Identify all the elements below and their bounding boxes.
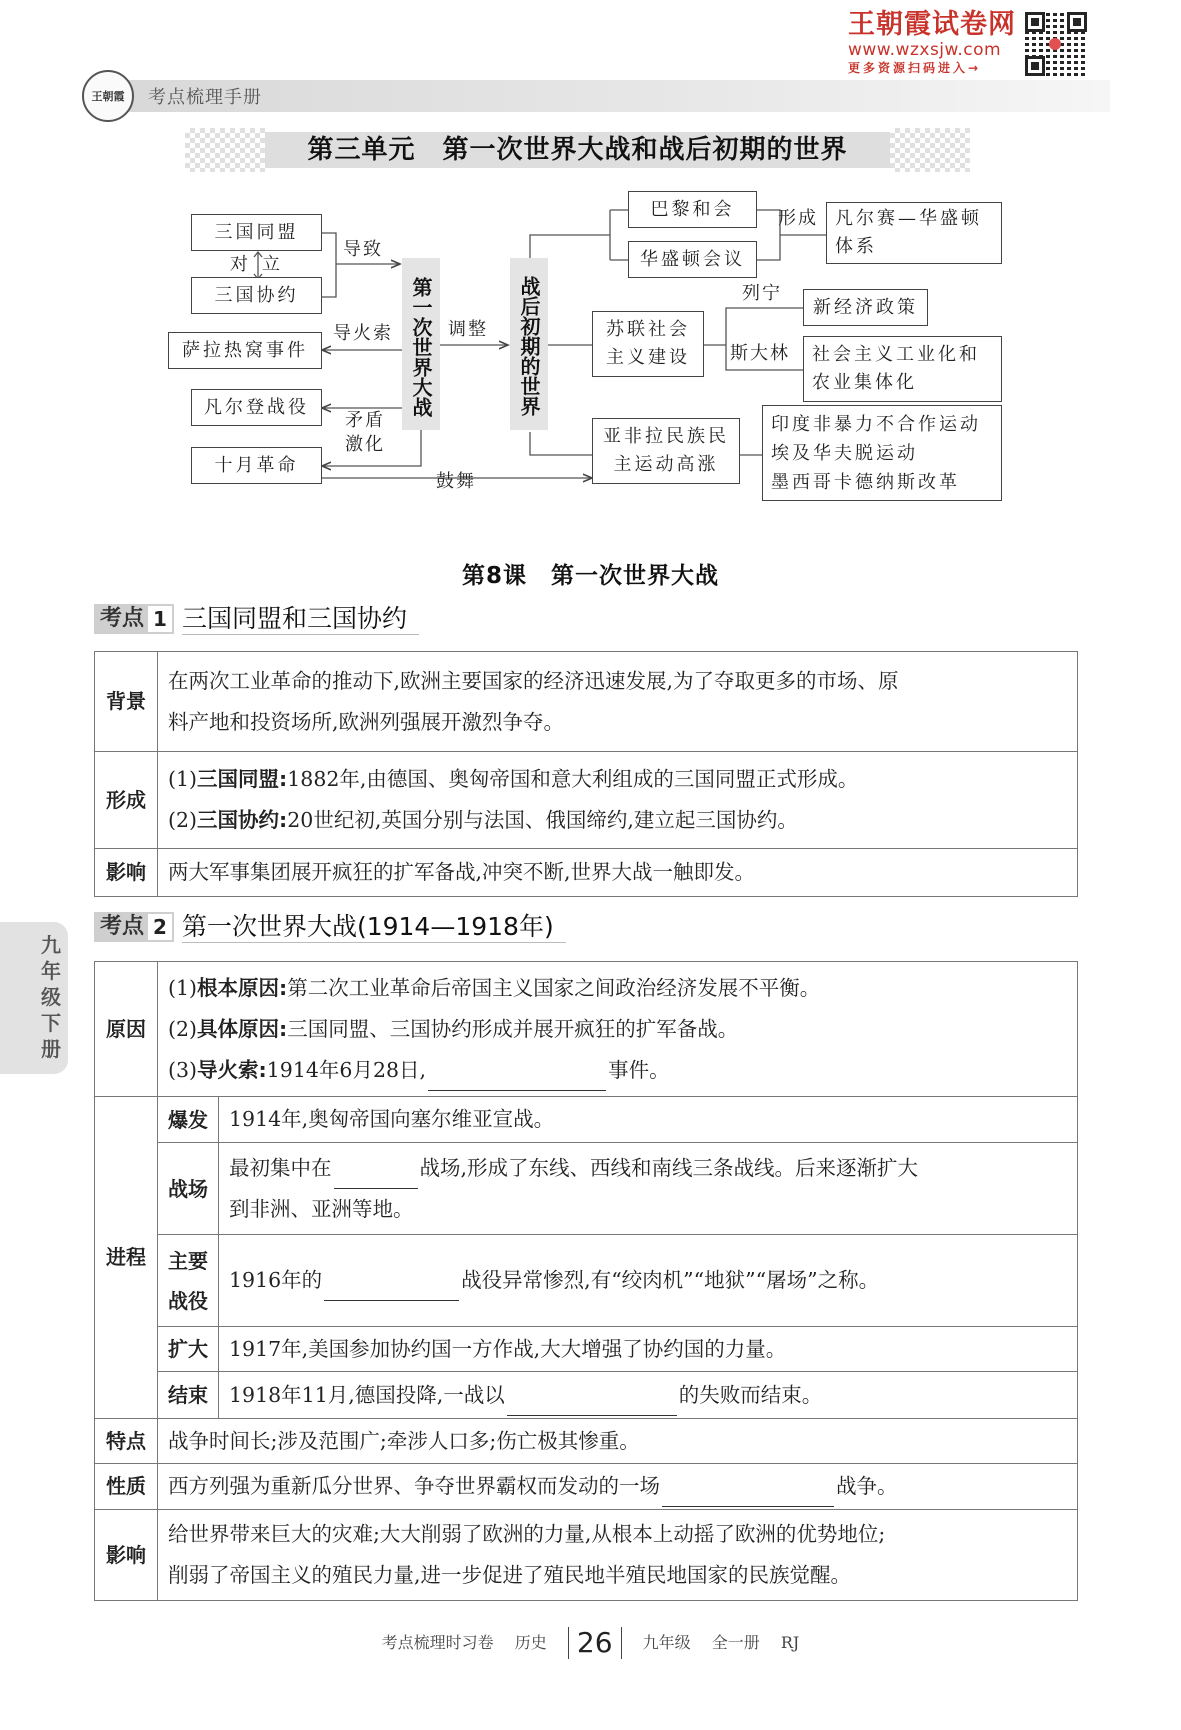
- fill-blank-ending[interactable]: [507, 1391, 677, 1416]
- brand-tagline: 更多资源扫码进入→: [848, 61, 982, 75]
- table-row: [95, 652, 1078, 752]
- row-content: 给世界带来巨大的灾难;大大削弱了欧洲的力量,从根本上动摇了欧洲的优势地位; 削弱了帝国主义的殖民力量,进一步促进了殖民地半殖民地国家的民族觉醒。: [158, 1510, 1078, 1601]
- table-row: [95, 1372, 1078, 1419]
- label-adjust: 调整: [448, 319, 488, 340]
- brand-name: 王朝霞试卷网: [848, 9, 1016, 40]
- label-lead-to: 导致: [343, 239, 383, 260]
- label-stalin: 斯大林: [730, 343, 790, 364]
- label-oppose-2: 立: [262, 254, 282, 275]
- row-content: 两大军事集团展开疯狂的扩军备战,冲突不断,世界大战一触即发。: [158, 849, 1078, 897]
- footer-edition: RJ: [780, 1632, 800, 1652]
- row-head: 影响: [95, 849, 158, 897]
- kp2-title: 第一次世界大战(1914—1918年): [182, 912, 566, 943]
- unit-title: 第三单元 第一次世界大战和战后初期的世界: [265, 132, 890, 168]
- kp1-heading: [94, 604, 419, 634]
- bracket-conferences: [757, 210, 780, 260]
- box-nep: 新经济政策: [803, 289, 928, 326]
- box-sarajevo: 萨拉热窝事件: [168, 332, 322, 369]
- row-head: 性质: [95, 1464, 158, 1510]
- fill-blank-battle[interactable]: [324, 1276, 459, 1301]
- diagram-connectors: [0, 0, 1181, 520]
- row-content: 在两次工业革命的推动下,欧洲主要国家的经济迅速发展,为了夺取更多的市场、原 料产地和投资场所,欧洲列强展开激烈争夺。: [158, 652, 1078, 752]
- row-content: (1)三国同盟:1882年,由德国、奥匈帝国和意大利组成的三国同盟正式形成。 (2)三国协约:20世纪初,英国分别与法国、俄国缔约,建立起三国协约。: [158, 752, 1078, 849]
- box-movements-list: [762, 405, 1002, 501]
- fill-blank-nature[interactable]: [662, 1482, 834, 1507]
- sub-head: 主要 战役: [158, 1235, 219, 1327]
- bracket-line: [322, 233, 336, 297]
- row-head: 原因: [95, 962, 158, 1097]
- table-row: [95, 1143, 1078, 1235]
- sub-head: 战场: [158, 1143, 219, 1235]
- tree-line-bottom: [530, 432, 592, 455]
- row-content: 战争时间长;涉及范围广;牵涉人口多;伤亡极其惨重。: [158, 1419, 1078, 1464]
- row-content: 西方列强为重新瓜分世界、争夺世界霸权而发动的一场 战争。: [158, 1464, 1078, 1510]
- movement-egypt: 埃及华夫脱运动: [771, 442, 918, 464]
- label-conflict: 矛盾 激化: [345, 410, 385, 455]
- kp2-table: [94, 961, 1078, 1601]
- box-paris-conference: 巴黎和会: [628, 191, 757, 228]
- sub-head: 爆发: [158, 1097, 219, 1143]
- table-row: [95, 1464, 1078, 1510]
- box-washington-conference: 华盛顿会议: [628, 241, 757, 278]
- box-versailles-washington: 凡尔赛—华盛顿体系: [826, 202, 1002, 264]
- page-number: 26: [568, 1627, 622, 1659]
- box-afro-asian-movements: 亚非拉民族民主运动高涨: [592, 418, 740, 484]
- label-form: 形成: [778, 208, 818, 229]
- footer-grade: 九年级: [642, 1632, 691, 1652]
- table-row: [95, 849, 1078, 897]
- movement-india: 印度非暴力不合作运动: [771, 413, 981, 435]
- kp1-tag: 考点 1: [94, 604, 174, 634]
- tree-line-top: [530, 235, 610, 258]
- table-row: [95, 1419, 1078, 1464]
- box-triple-entente: 三国协约: [191, 277, 322, 314]
- table-row: [95, 962, 1078, 1097]
- row-content: 最初集中在 战场,形成了东线、西线和南线三条战线。后来逐渐扩大 到非洲、亚洲等地。: [219, 1143, 1078, 1235]
- row-content: 1916年的 战役异常惨烈,有“绞肉机”“地狱”“屠场”之称。: [219, 1235, 1078, 1327]
- row-content: 1914年,奥匈帝国向塞尔维亚宣战。: [219, 1097, 1078, 1143]
- row-content: 1918年11月,德国投降,一战以 的失败而结束。: [219, 1372, 1078, 1419]
- footer-subject: 历史: [514, 1632, 547, 1652]
- label-fuse: 导火索: [333, 323, 393, 344]
- movement-mexico: 墨西哥卡德纳斯改革: [771, 471, 960, 493]
- box-verdun: 凡尔登战役: [191, 389, 322, 426]
- lesson-title: 第8课 第一次世界大战: [461, 563, 719, 589]
- table-row: [95, 1097, 1078, 1143]
- node-ww1: 第一次世界大战: [402, 258, 440, 430]
- kp2-heading: [94, 912, 566, 942]
- row-head: 特点: [95, 1419, 158, 1464]
- sub-head: 结束: [158, 1372, 219, 1419]
- row-content: (1)根本原因:第二次工业革命后帝国主义国家之间政治经济发展不平衡。 (2)具体原因:三国同盟、三国协约形成并展开疯狂的扩军备战。 (3)导火索:1914年6月28日, 事件。: [158, 962, 1078, 1097]
- fill-blank-fuse[interactable]: [428, 1066, 606, 1091]
- footer-volume: 全一册: [711, 1632, 760, 1652]
- page-footer: [0, 1627, 1181, 1659]
- kp1-title: 三国同盟和三国协约: [182, 604, 419, 635]
- box-triple-alliance: 三国同盟: [191, 214, 322, 251]
- table-row: [95, 752, 1078, 849]
- row-head: 背景: [95, 652, 158, 752]
- table-row: [95, 1327, 1078, 1372]
- box-october-revolution: 十月革命: [191, 447, 322, 484]
- handbook-title: 考点梳理手册: [148, 87, 262, 108]
- row-head: 形成: [95, 752, 158, 849]
- row-content: 1917年,美国参加协约国一方作战,大大增强了协约国的力量。: [219, 1327, 1078, 1372]
- publisher-logo: 王朝霞: [82, 70, 134, 122]
- fill-blank-front[interactable]: [334, 1164, 418, 1189]
- label-inspire: 鼓舞: [436, 471, 476, 492]
- label-lenin: 列宁: [742, 283, 782, 304]
- kp2-tag: 考点 2: [94, 912, 174, 942]
- kp1-table: [94, 651, 1078, 897]
- sub-head: 扩大: [158, 1327, 219, 1372]
- row-head: 影响: [95, 1510, 158, 1601]
- kp1-number: 1: [148, 606, 172, 632]
- table-row: [95, 1235, 1078, 1327]
- brand-url[interactable]: www.wzxsjw.com: [848, 40, 1002, 60]
- box-ussr-construction: 苏联社会主义建设: [592, 311, 704, 377]
- grade-side-text: 九年级下册: [41, 933, 61, 1061]
- row-head: 进程: [95, 1097, 158, 1419]
- table-row: [95, 1510, 1078, 1601]
- kp2-number: 2: [148, 914, 172, 940]
- footer-series: 考点梳理时习卷: [381, 1632, 494, 1652]
- node-postwar: 战后初期的世界: [510, 258, 548, 430]
- label-oppose-1: 对: [230, 254, 250, 275]
- box-industrialization: 社会主义工业化和农业集体化: [803, 336, 1002, 402]
